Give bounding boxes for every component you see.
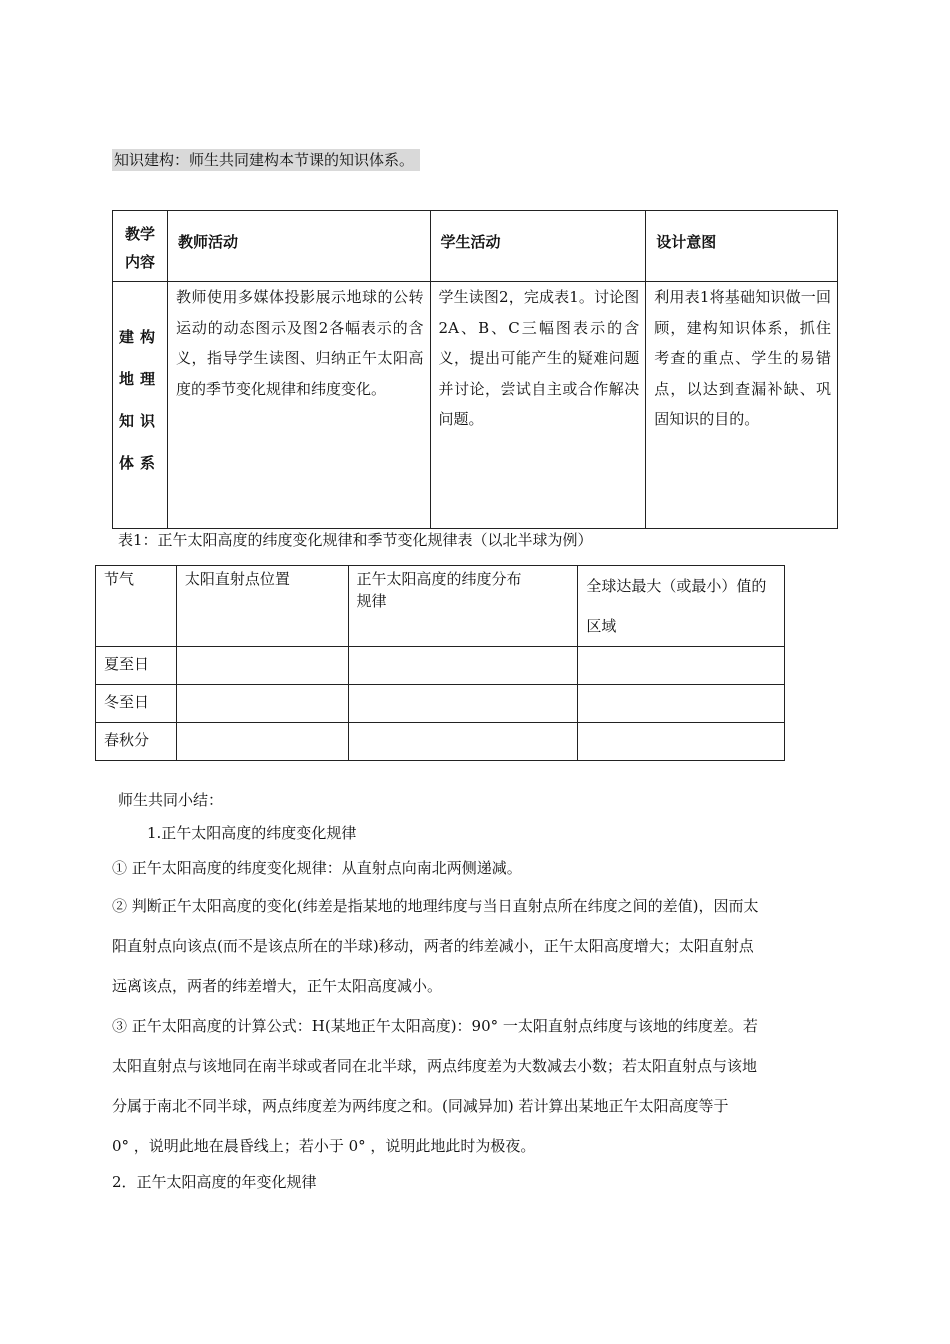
- table-row: [96, 723, 785, 761]
- table-row: [96, 685, 785, 723]
- empty-cell[interactable]: [176, 647, 348, 685]
- header-student: 学生活动: [430, 211, 646, 282]
- teaching-plan-table: [112, 210, 838, 529]
- header-subsolar-position: 太阳直射点位置: [176, 566, 348, 647]
- summary-item-2: 2．正午太阳高度的年变化规律: [112, 1173, 317, 1191]
- design-intent-cell: 利用表1将基础知识做一回顾，建构知识体系，抓住考查的重点、学生的易错点，以达到查漏补缺、巩固知识的目的。: [646, 282, 838, 529]
- row-label: 夏至日: [96, 647, 177, 685]
- solar-altitude-table: [95, 565, 785, 761]
- header-content: 教学内容: [113, 211, 168, 282]
- teacher-activity-cell: 教师使用多媒体投影展示地球的公转运动的动态图示及图2各幅表示的含义，指导学生读图、归纳正午太阳高度的季节变化规律和纬度变化。: [167, 282, 430, 529]
- summary-paragraph-3-line: 分属于南北不同半球，两点纬度差为两纬度之和。(同减异加) 若计算出某地正午太阳高度等于: [112, 1097, 729, 1115]
- empty-cell[interactable]: [176, 723, 348, 761]
- summary-item-1: 1.正午太阳高度的纬度变化规律: [147, 824, 357, 842]
- empty-cell[interactable]: [578, 723, 785, 761]
- summary-paragraph-3-line: 太阳直射点与该地同在南半球或者同在北半球，两点纬度差为大数减去小数；若太阳直射点与该地: [112, 1057, 758, 1075]
- header-max-min-region: 全球达最大（或最小）值的区域: [578, 566, 785, 647]
- row-label: 冬至日: [96, 685, 177, 723]
- table-row: [96, 647, 785, 685]
- empty-cell[interactable]: [348, 685, 578, 723]
- summary-title: 师生共同小结：: [118, 791, 224, 809]
- content-label-line: 知识: [118, 412, 161, 430]
- section-heading: 知识建构：师生共同建构本节课的知识体系。: [112, 149, 420, 171]
- summary-paragraph-3-line: 0° ，说明此地在晨昏线上；若小于 0° ，说明此地此时为极夜。: [112, 1137, 536, 1155]
- table-caption: 表1：正午太阳高度的纬度变化规律和季节变化规律表（以北半球为例）: [118, 531, 593, 549]
- empty-cell[interactable]: [578, 647, 785, 685]
- content-label-line: 体系: [118, 454, 161, 472]
- summary-paragraph-3-line: ③ 正午太阳高度的计算公式：H(某地正午太阳高度)：90° 一太阳直射点纬度与该地的纬度差。若: [112, 1017, 758, 1035]
- summary-paragraph-2-line: ② 判断正午太阳高度的变化(纬差是指某地的地理纬度与当日直射点所在纬度之间的差值)，因而太: [112, 897, 759, 915]
- table-header-row: [96, 566, 785, 647]
- empty-cell[interactable]: [348, 723, 578, 761]
- student-activity-cell: 学生读图2，完成表1。讨论图2A、B、C三幅图表示的含义，提出可能产生的疑难问题并讨论，尝试自主或合作解决问题。: [430, 282, 646, 529]
- content-label-line: 建构: [118, 328, 161, 346]
- content-label-cell: [113, 282, 168, 529]
- row-label: 春秋分: [96, 723, 177, 761]
- table-header-row: [113, 211, 838, 282]
- summary-paragraph-2-line: 阳直射点向该点(而不是该点所在的半球)移动，两者的纬差减小，正午太阳高度增大；太阳直射点: [112, 937, 754, 955]
- empty-cell[interactable]: [176, 685, 348, 723]
- content-label-line: 地理: [118, 370, 161, 388]
- header-solar-term: 节气: [96, 566, 177, 647]
- summary-paragraph-1: ① 正午太阳高度的纬度变化规律：从直射点向南北两侧递减。: [112, 859, 522, 877]
- header-teacher: 教师活动: [167, 211, 430, 282]
- empty-cell[interactable]: [578, 685, 785, 723]
- header-design: 设计意图: [646, 211, 838, 282]
- header-latitude-distribution: 正午太阳高度的纬度分布规律: [348, 566, 578, 647]
- table-row: [113, 282, 838, 529]
- empty-cell[interactable]: [348, 647, 578, 685]
- summary-paragraph-2-line: 远离该点，两者的纬差增大，正午太阳高度减小。: [112, 977, 443, 995]
